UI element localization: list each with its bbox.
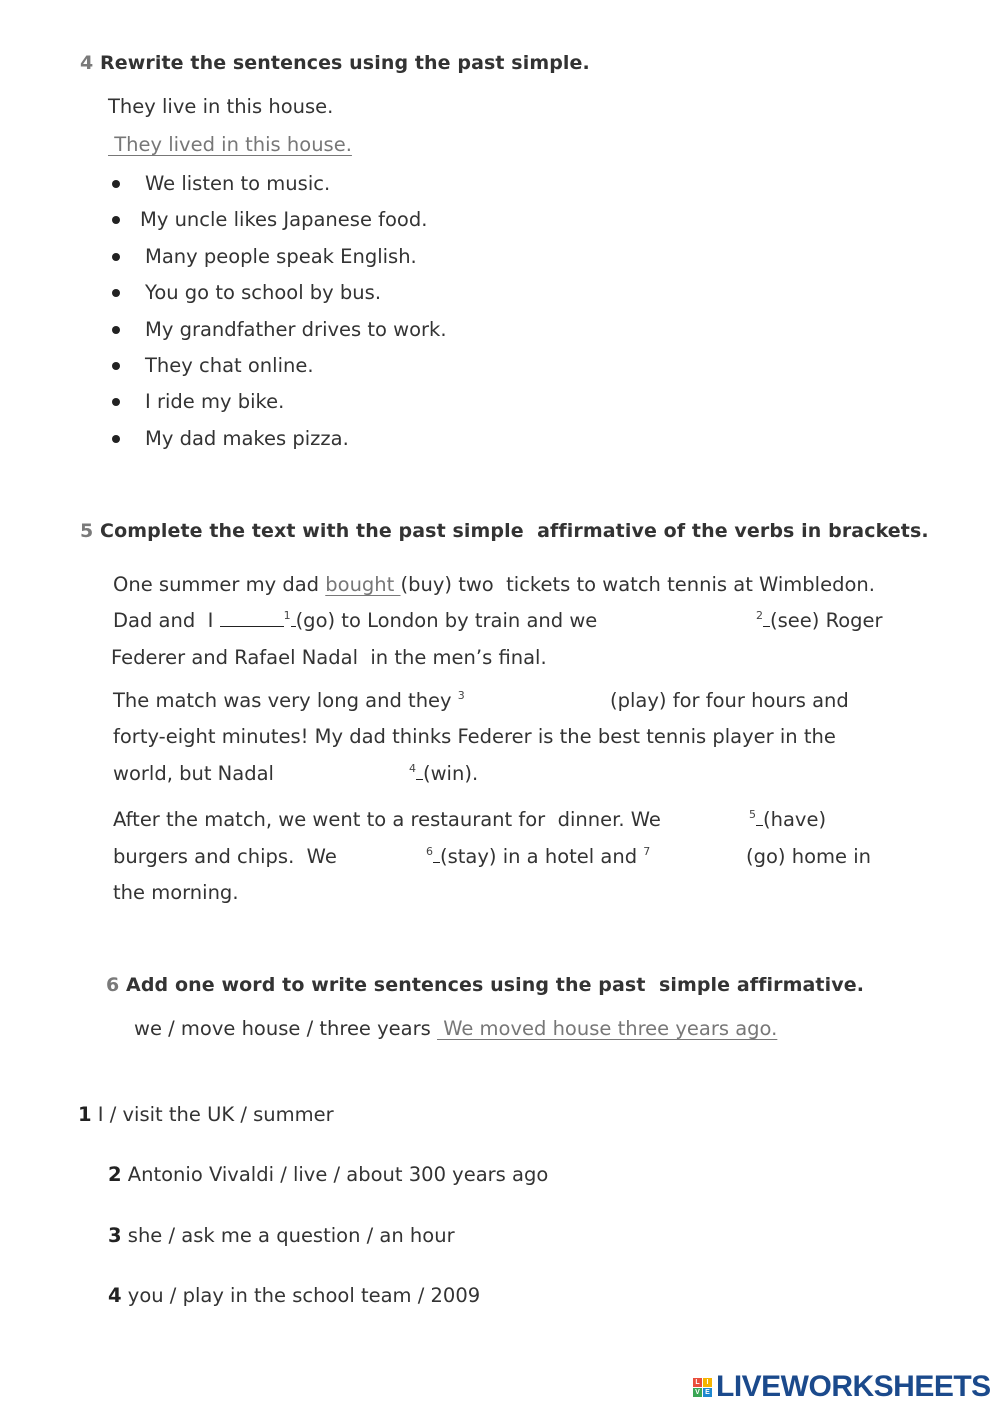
list-item: They chat online. <box>145 354 314 377</box>
list-item: I ride my bike. <box>145 390 285 413</box>
blank-mark <box>433 861 440 863</box>
list-item <box>108 1284 480 1307</box>
bullet-icon <box>112 216 120 224</box>
item-text: she / ask me a question / an hour <box>127 1224 455 1247</box>
answer-blank-6[interactable] <box>355 846 423 870</box>
gap-number: 3 <box>457 689 465 702</box>
blank-mark <box>756 824 763 826</box>
exercise-instruction: Add one word to write sentences using the past simple affirmative. <box>126 974 865 996</box>
example-line <box>134 1017 777 1040</box>
exercise-number: 4 <box>80 52 94 74</box>
item-text: you / play in the school team / 2009 <box>127 1284 481 1307</box>
text-segment: (go) to London by train and we <box>295 609 598 632</box>
text-segment: (buy) two tickets to watch tennis at Wimbledon. <box>400 573 875 596</box>
bullet-icon <box>112 398 120 406</box>
text-segment: (see) Roger <box>770 609 883 632</box>
bullet-icon <box>112 289 120 297</box>
answer-blank-3[interactable] <box>485 690 605 714</box>
answer-blank-7[interactable] <box>665 846 740 870</box>
list-item: My dad makes pizza. <box>145 427 349 450</box>
text-segment <box>749 808 826 831</box>
answer-blank-1[interactable] <box>220 625 284 627</box>
exercise-5-heading <box>80 520 929 542</box>
text-line: forty-eight minutes! My dad thinks Federer is the best tennis player in the <box>113 725 836 748</box>
gap-number: 2 <box>756 609 763 622</box>
answer-blank-5[interactable] <box>690 809 745 833</box>
blank-mark <box>763 625 770 627</box>
logo-block-icon: L <box>693 1378 702 1387</box>
bullet-icon <box>112 435 120 443</box>
text-segment: Dad and I <box>113 609 220 632</box>
liveworksheets-logo <box>690 1372 990 1406</box>
gap-number: 4 <box>409 762 416 775</box>
text-segment <box>426 845 650 868</box>
list-item <box>78 1103 334 1126</box>
example-answer: We moved house three years ago. <box>437 1017 778 1040</box>
exercise-number: 5 <box>80 520 94 542</box>
gap-number: 7 <box>643 845 651 858</box>
list-item: My grandfather drives to work. <box>145 318 447 341</box>
text-segment <box>756 609 883 632</box>
logo-block-icon: V <box>693 1388 702 1397</box>
bullet-icon <box>112 362 120 370</box>
text-line <box>113 689 465 712</box>
blank-mark <box>416 778 423 780</box>
logo-block-icon: E <box>703 1388 712 1397</box>
item-number: 2 <box>108 1163 122 1186</box>
bullet-icon <box>112 253 120 261</box>
text-line: the morning. <box>113 881 239 904</box>
exercise-instruction: Rewrite the sentences using the past simple. <box>100 52 590 74</box>
list-item: You go to school by bus. <box>145 281 382 304</box>
text-segment: (win). <box>423 762 479 785</box>
text-segment <box>409 762 478 785</box>
bullet-icon <box>112 180 120 188</box>
text-line: After the match, we went to a restaurant for dinner. We <box>113 808 661 831</box>
list-item: Many people speak English. <box>145 245 417 268</box>
text-line <box>113 573 875 596</box>
text-segment: (go) home in <box>746 845 871 868</box>
exercise-4-heading <box>80 52 590 74</box>
example-prompt: They live in this house. <box>108 95 334 118</box>
bullet-icon <box>112 326 120 334</box>
list-item: We listen to music. <box>145 172 331 195</box>
example-prompt: we / move house / three years <box>134 1017 437 1040</box>
item-text: I / visit the UK / summer <box>97 1103 334 1126</box>
text-segment: One summer my dad <box>113 573 326 596</box>
gap-number: 5 <box>749 808 756 821</box>
text-line <box>113 609 597 632</box>
example-answer: bought <box>325 573 401 596</box>
gap-number: 1 <box>283 609 291 622</box>
text-segment: (play) for four hours and <box>610 689 849 712</box>
text-segment: (stay) in a hotel and <box>440 845 644 868</box>
text-segment: The match was very long and they <box>113 689 458 712</box>
exercise-6-heading <box>106 974 864 996</box>
text-line: Federer and Rafael Nadal in the men’s final. <box>111 646 547 669</box>
example-answer: They lived in this house. <box>108 133 352 156</box>
item-number: 3 <box>108 1224 122 1247</box>
gap-number: 6 <box>426 845 433 858</box>
answer-blank-4[interactable] <box>295 763 405 787</box>
list-item: My uncle likes Japanese food. <box>140 208 428 231</box>
list-item <box>108 1224 455 1247</box>
list-item <box>108 1163 548 1186</box>
item-number: 1 <box>78 1103 92 1126</box>
item-number: 4 <box>108 1284 122 1307</box>
text-line: world, but Nadal <box>113 762 274 785</box>
text-segment: (have) <box>763 808 827 831</box>
logo-block-icon: I <box>703 1378 712 1387</box>
exercise-number: 6 <box>106 974 120 996</box>
answer-blank-2[interactable] <box>620 610 755 634</box>
logo-text: LIVEWORKSHEETS <box>716 1370 991 1403</box>
text-line: burgers and chips. We <box>113 845 337 868</box>
exercise-instruction: Complete the text with the past simple affirmative of the verbs in brackets. <box>100 520 929 542</box>
item-text: Antonio Vivaldi / live / about 300 years ago <box>127 1163 549 1186</box>
